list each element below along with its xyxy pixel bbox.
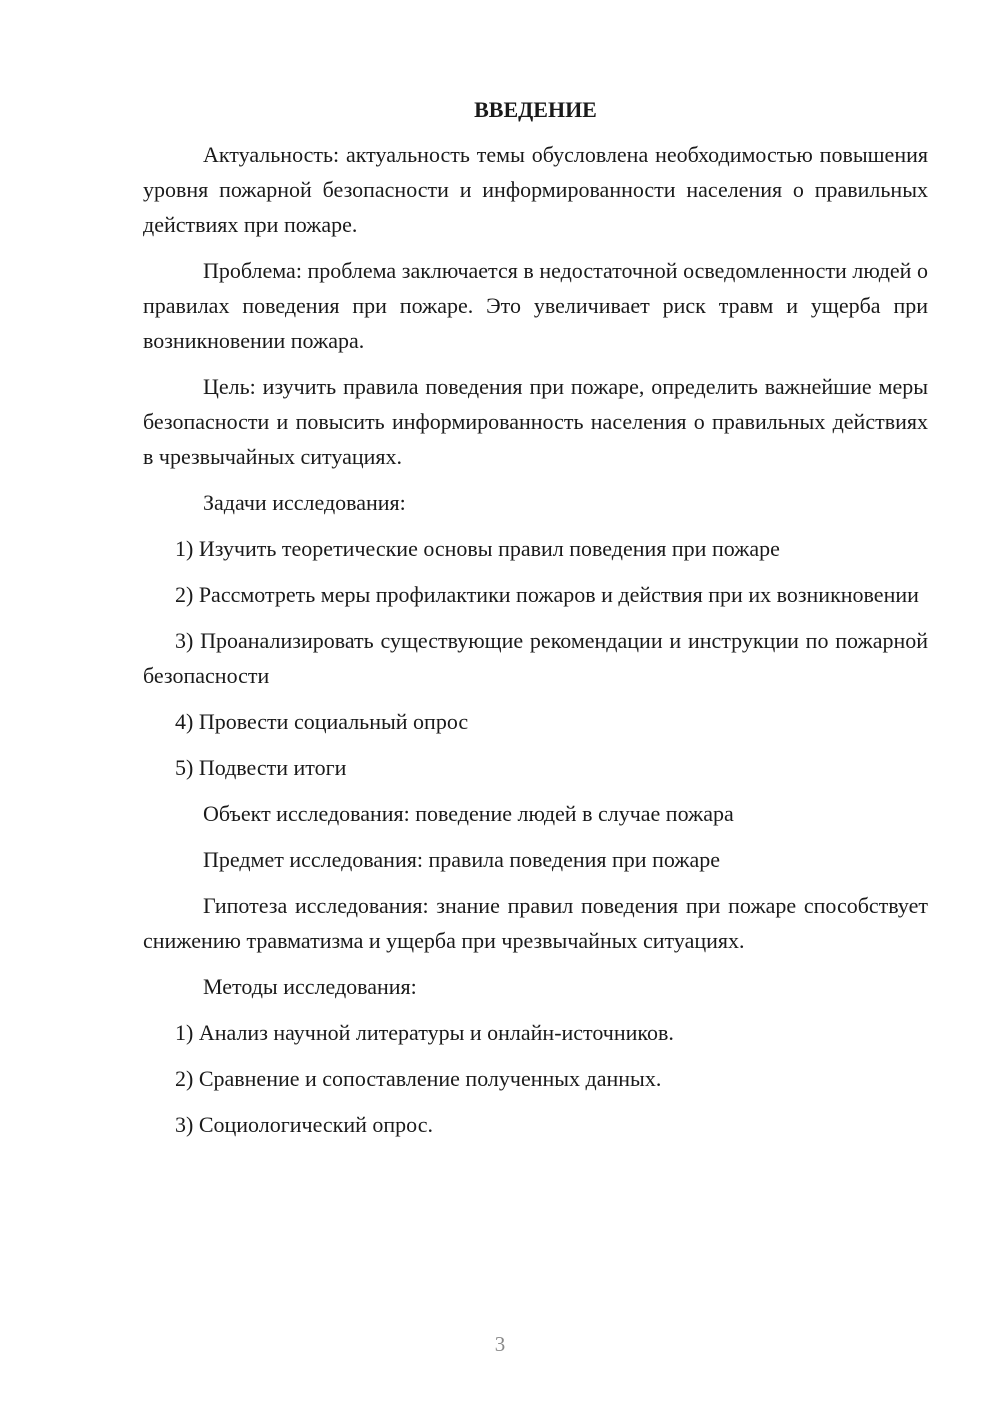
list-item-task-5: 5) Подвести итоги: [175, 755, 347, 780]
methods-list: [143, 1015, 928, 1142]
list-item-task-2: 2) Рассмотреть меры профилактики пожаров и действия при их возникновении: [175, 582, 919, 607]
paragraph-subject: Предмет исследования: правила поведения при пожаре: [203, 847, 721, 872]
document-body: [143, 92, 928, 1153]
list-item-method-1: 1) Анализ научной литературы и онлайн-источников.: [175, 1020, 674, 1045]
paragraph-problem: Проблема: проблема заключается в недостаточной осведомленности людей о правилах поведения при пожаре. Это увеличивает риск травм и ущерба при возникновении пожара.: [143, 258, 928, 353]
list-item-method-3: 3) Социологический опрос.: [175, 1112, 433, 1137]
list-item-task-3: 3) Проанализировать существующие рекомендации и инструкции по пожарной безопасности: [143, 628, 928, 688]
methods-heading: Методы исследования:: [203, 974, 417, 999]
paragraph-goal: Цель: изучить правила поведения при пожаре, определить важнейшие меры безопасности и повысить информированность населения о правильных действиях в чрезвычайных ситуациях.: [143, 374, 928, 469]
paragraph-object: Объект исследования: поведение людей в случае пожара: [203, 801, 734, 826]
list-item-task-1: 1) Изучить теоретические основы правил поведения при пожаре: [175, 536, 780, 561]
tasks-heading: Задачи исследования:: [203, 490, 406, 515]
paragraph-hypothesis: Гипотеза исследования: знание правил поведения при пожаре способствует снижению травматизма и ущерба при чрезвычайных ситуациях.: [143, 893, 928, 953]
paragraph-relevance: Актуальность: актуальность темы обусловлена необходимостью повышения уровня пожарной безопасности и информированности населения о правильных действиях при пожаре.: [143, 142, 928, 237]
page-number: 3: [494, 1332, 506, 1356]
list-item-task-4: 4) Провести социальный опрос: [175, 709, 469, 734]
list-item-method-2: 2) Сравнение и сопоставление полученных данных.: [175, 1066, 662, 1091]
document-title: ВВЕДЕНИЕ: [474, 97, 597, 122]
tasks-list: [143, 531, 928, 785]
